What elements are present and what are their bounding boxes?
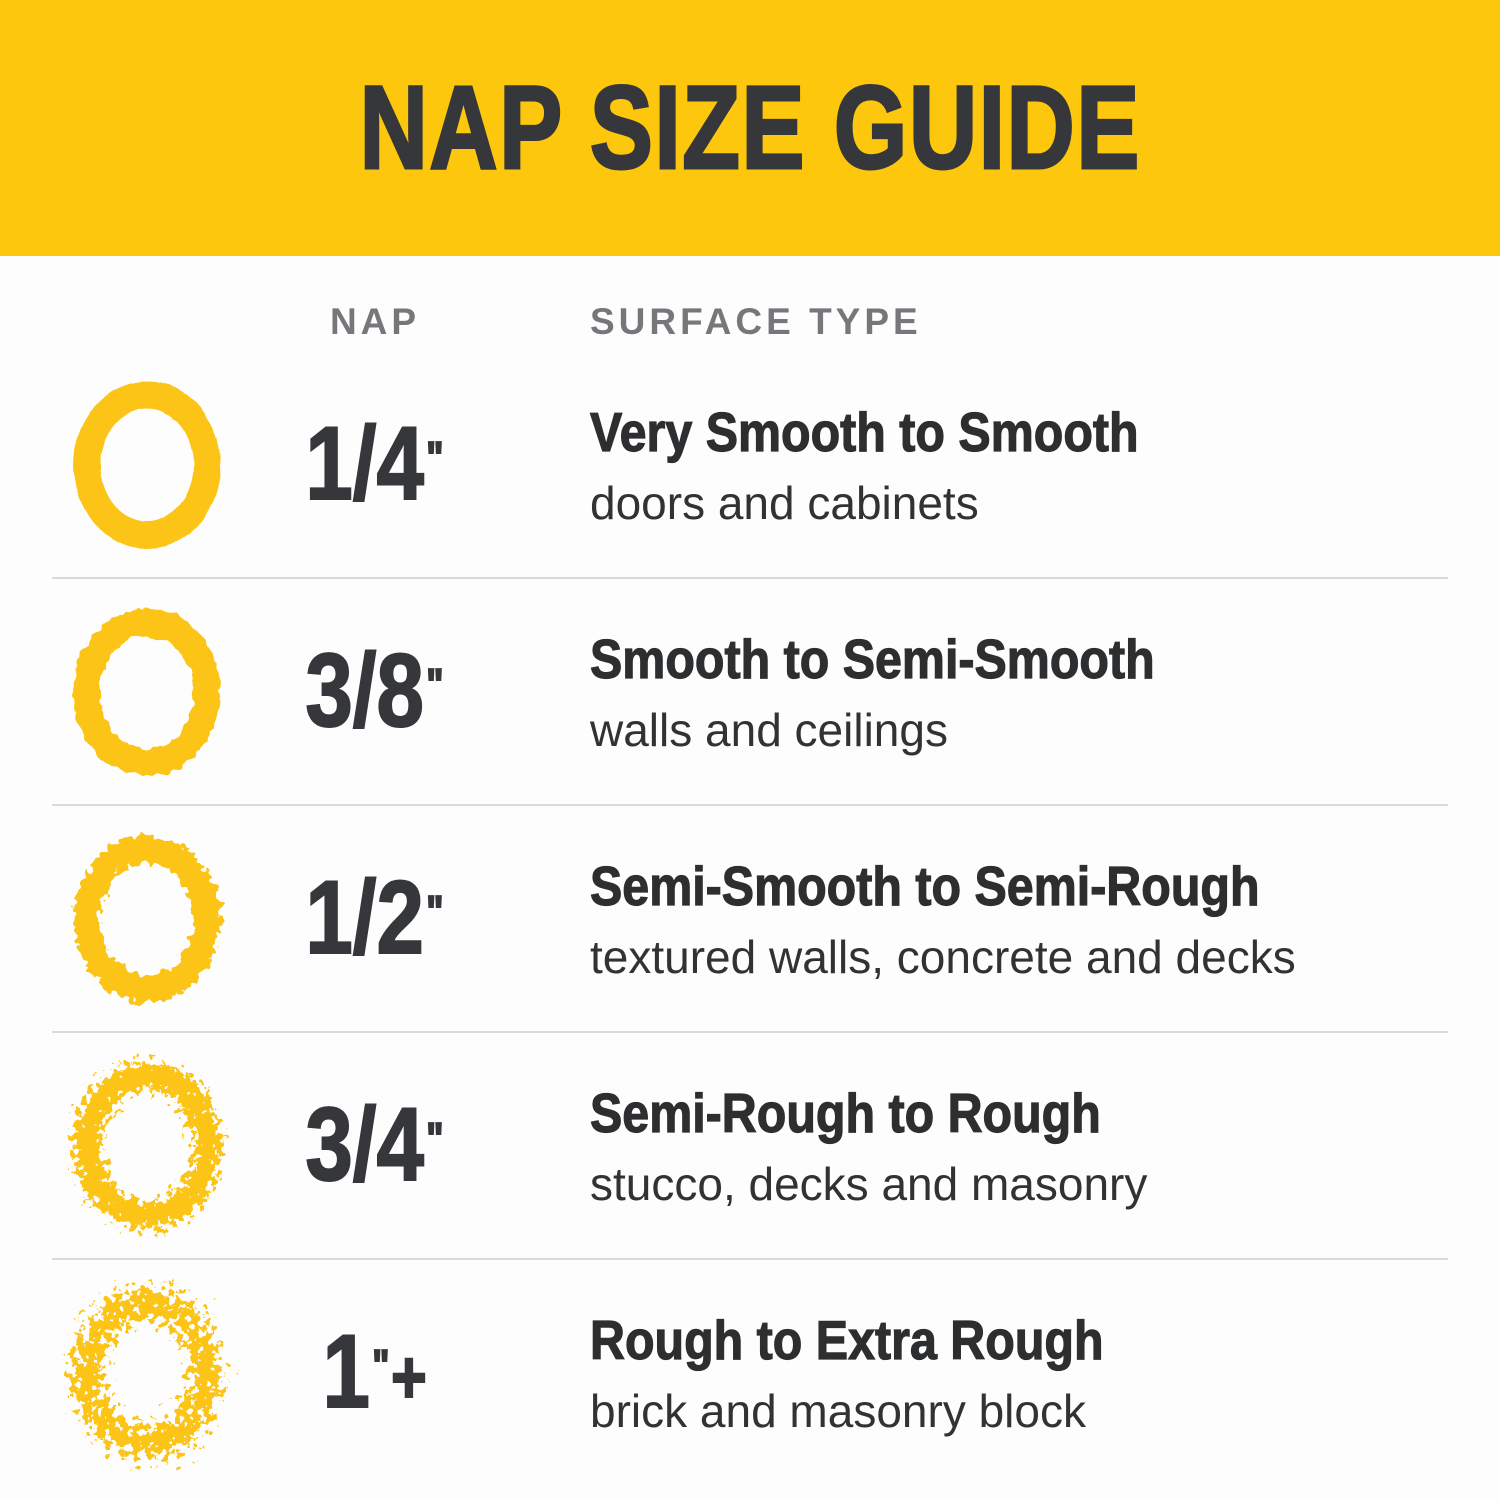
- nap-size-value: 1/2": [305, 860, 442, 976]
- inch-mark: ": [426, 1113, 442, 1163]
- nap-column-header: NAP: [329, 301, 421, 342]
- surface-type-title: Semi-Smooth to Semi-Rough: [590, 854, 1260, 917]
- medium-nap-ring-icon: [62, 826, 232, 1012]
- surface-type-title: Smooth to Semi-Smooth: [590, 627, 1155, 690]
- surface-type-title: Rough to Extra Rough: [590, 1308, 1104, 1371]
- nap-guide-table: [0, 352, 1500, 1485]
- page-title: NAP SIZE GUIDE: [359, 62, 1141, 194]
- nap-guide-row: [0, 1033, 1500, 1258]
- surface-type-title: Very Smooth to Smooth: [590, 400, 1139, 463]
- plus-sign: +: [391, 1334, 428, 1419]
- surface-type-title: Semi-Rough to Rough: [590, 1081, 1101, 1144]
- nap-guide-row: [0, 1260, 1500, 1485]
- nap-size-value: 1/4": [305, 406, 442, 522]
- nap-size-value: 3/4": [305, 1087, 442, 1203]
- surface-type-examples: walls and ceilings: [590, 703, 948, 756]
- inch-mark: ": [426, 886, 442, 936]
- rough-nap-ring-icon: [62, 1053, 232, 1239]
- inch-mark: ": [426, 659, 442, 709]
- surface-type-examples: stucco, decks and masonry: [590, 1157, 1148, 1210]
- column-header-row: [0, 292, 1500, 352]
- inch-mark: ": [426, 432, 442, 482]
- nap-size-value: 3/8": [305, 633, 442, 749]
- surface-type-examples: doors and cabinets: [590, 476, 979, 529]
- surface-type-column-header: SURFACE TYPE: [590, 301, 922, 342]
- nap-guide-row: [0, 579, 1500, 804]
- smooth-nap-ring-icon: [62, 372, 232, 558]
- extra-rough-nap-ring-icon: [62, 1280, 232, 1466]
- inch-mark: ": [372, 1340, 389, 1390]
- low-nap-ring-icon: [62, 599, 232, 785]
- nap-guide-row: [0, 806, 1500, 1031]
- header-banner: [0, 0, 1500, 256]
- nap-guide-row: [0, 352, 1500, 577]
- surface-type-examples: textured walls, concrete and decks: [590, 930, 1296, 983]
- nap-size-value: 1"+: [322, 1314, 428, 1430]
- surface-type-examples: brick and masonry block: [590, 1384, 1086, 1437]
